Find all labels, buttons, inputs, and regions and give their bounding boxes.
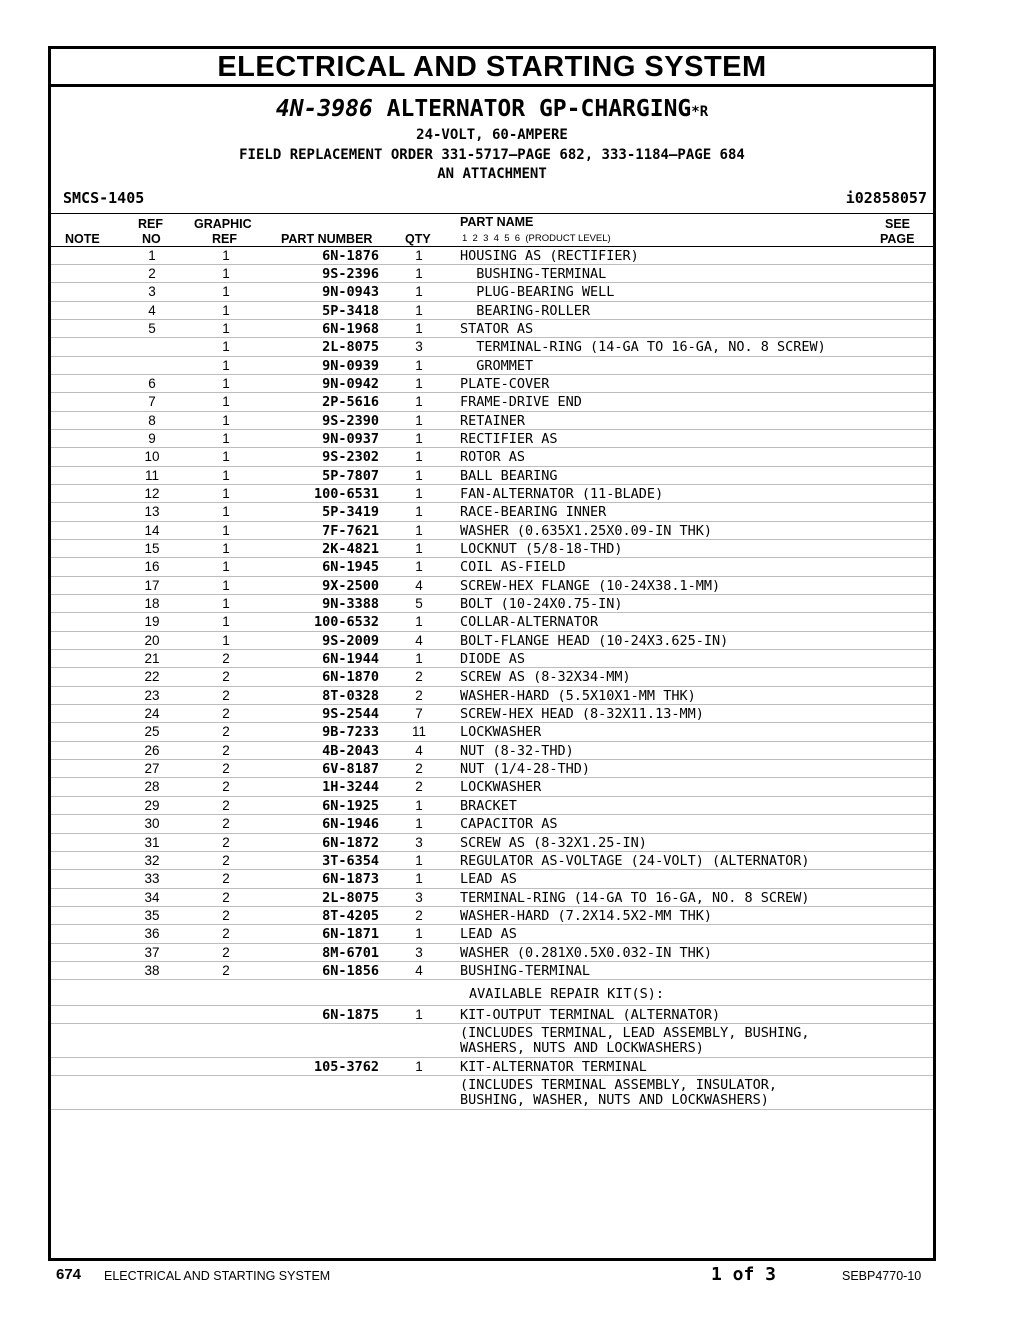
graphic-ref: 1: [222, 320, 230, 336]
ref-no: 6: [148, 375, 156, 391]
graphic-ref: 2: [222, 724, 230, 740]
part-name: RETAINER: [460, 412, 526, 429]
part-name: FRAME-DRIVE END: [460, 394, 582, 411]
quantity: 1: [415, 357, 423, 373]
table-row: [51, 375, 933, 393]
part-number: 9N-0937: [322, 430, 379, 447]
part-name: DIODE AS: [460, 651, 526, 668]
part-number: 9S-2544: [322, 706, 379, 723]
ref-no: 14: [144, 522, 160, 538]
repair-kits: [51, 980, 933, 1110]
part-number: 6N-1870: [322, 669, 379, 686]
table-row: [51, 613, 933, 631]
ref-no: 11: [144, 467, 159, 483]
part-name: SCREW-HEX FLANGE (10-24X38.1-MM): [460, 577, 721, 594]
table-row: [51, 485, 933, 503]
group-name: ALTERNATOR GP-CHARGING: [386, 96, 692, 122]
ref-no: 5: [148, 320, 156, 336]
ref-no: 23: [144, 687, 160, 703]
graphic-ref: 1: [222, 559, 230, 575]
part-number: 9S-2009: [322, 632, 379, 649]
part-number: 5P-3419: [322, 504, 379, 521]
part-name: LEAD AS: [460, 871, 517, 888]
quantity: 2: [415, 779, 423, 795]
quantity: 1: [415, 430, 423, 446]
part-name: LOCKNUT (5/8-18-THD): [460, 541, 623, 557]
part-name: SCREW-HEX HEAD (8-32X11.13-MM): [460, 706, 704, 723]
part-name: WASHER (0.281X0.5X0.032-IN THK): [460, 944, 712, 961]
part-name: BEARING-ROLLER: [460, 302, 591, 319]
part-number: 8M-6701: [322, 944, 379, 961]
kit-note-line: WASHERS, NUTS AND LOCKWASHERS): [460, 1040, 704, 1057]
part-name: WASHER-HARD (7.2X14.5X2-MM THK): [460, 907, 712, 924]
table-row: [51, 962, 933, 980]
quantity: 1: [415, 816, 423, 832]
table-row: [51, 393, 933, 411]
table-row: [51, 247, 933, 265]
part-name: HOUSING AS (RECTIFIER): [460, 247, 639, 264]
col-ref-no-1: REF: [138, 216, 163, 231]
table-row: [51, 577, 933, 595]
table-row: [51, 870, 933, 888]
group-part-number: 4N-3986: [275, 96, 373, 122]
part-name: CAPACITOR AS: [460, 816, 558, 833]
ref-no: 31: [144, 834, 160, 850]
quantity: 3: [415, 889, 423, 905]
table-row: [51, 467, 933, 485]
part-number: 100-6532: [313, 614, 379, 631]
page-footer: [0, 1266, 1020, 1288]
col-product-level: 1 2 3 4 5 6 (PRODUCT LEVEL): [462, 232, 611, 244]
quantity: 1: [415, 284, 423, 300]
part-number: 9N-0943: [322, 284, 379, 301]
kit-note-line: BUSHING, WASHER, NUTS AND LOCKWASHERS): [460, 1092, 769, 1109]
part-name: ROTOR AS: [460, 449, 526, 466]
table-row: [51, 558, 933, 576]
part-name: RACE-BEARING INNER: [460, 504, 607, 521]
part-name: BALL BEARING: [460, 467, 558, 484]
graphic-ref: 1: [222, 247, 230, 263]
graphic-ref: 1: [222, 614, 230, 630]
graphic-ref: 1: [222, 632, 230, 648]
quantity: 1: [415, 320, 423, 336]
table-row: [51, 723, 933, 741]
kit-note-row: [51, 1076, 933, 1110]
table-row: [51, 815, 933, 833]
table-row: [51, 705, 933, 723]
part-number: 6N-1873: [322, 871, 379, 888]
part-number: 100-6531: [313, 485, 379, 502]
part-number: 6N-1968: [322, 320, 379, 337]
ref-no: 35: [144, 907, 160, 923]
part-number: 9N-0939: [322, 357, 379, 374]
part-number: 6N-1876: [322, 247, 379, 264]
quantity: 1: [415, 614, 423, 630]
table-row: [51, 540, 933, 558]
part-number: 1H-3244: [322, 779, 379, 796]
table-row: [51, 889, 933, 907]
part-name: PLUG-BEARING WELL: [460, 284, 615, 301]
graphic-ref: 2: [222, 834, 230, 850]
part-number: 5P-7807: [322, 467, 379, 484]
part-name: BRACKET: [460, 797, 517, 814]
part-name: TERMINAL-RING (14-GA TO 16-GA, NO. 8 SCREW): [460, 889, 810, 906]
quantity: 1: [415, 302, 423, 318]
quantity: 1: [415, 651, 423, 667]
quantity: 2: [415, 761, 423, 777]
part-number: 6N-1945: [322, 559, 379, 576]
table-row: [51, 503, 933, 521]
kits-heading: AVAILABLE REPAIR KIT(S):: [469, 986, 665, 1003]
col-part-number: PART NUMBER: [281, 231, 373, 246]
table-row: [51, 338, 933, 356]
graphic-ref: 2: [222, 651, 230, 667]
table-row: [51, 595, 933, 613]
group-title: [51, 95, 933, 126]
group-header: [51, 87, 933, 185]
part-number: 2L-8075: [322, 339, 379, 356]
part-number: 8T-0328: [322, 687, 379, 704]
table-row: [51, 302, 933, 320]
ref-no: 10: [144, 449, 160, 465]
part-number: 6V-8187: [322, 761, 379, 778]
ref-no: 1: [148, 247, 156, 263]
part-number: 9N-3388: [322, 596, 379, 613]
table-row: [51, 797, 933, 815]
part-name: WASHER-HARD (5.5X10X1-MM THK): [460, 687, 696, 704]
smcs-line: [51, 185, 933, 214]
quantity: 1: [415, 467, 423, 483]
kit-note-line: (INCLUDES TERMINAL, LEAD ASSEMBLY, BUSHING,: [460, 1025, 810, 1042]
graphic-ref: 1: [222, 357, 230, 373]
kit-part-number: 105-3762: [313, 1059, 379, 1076]
ref-no: 28: [144, 779, 160, 795]
kit-note-line: (INCLUDES TERMINAL ASSEMBLY, INSULATOR,: [460, 1077, 777, 1094]
graphic-ref: 1: [222, 449, 230, 465]
part-name: NUT (1/4-28-THD): [460, 761, 591, 778]
quantity: 1: [415, 394, 423, 410]
graphic-ref: 2: [222, 687, 230, 703]
attachment-note: AN ATTACHMENT: [437, 166, 547, 182]
table-row: [51, 650, 933, 668]
part-name: STATOR AS: [460, 320, 534, 337]
part-name: LOCKWASHER: [460, 724, 542, 741]
table-row: [51, 357, 933, 375]
table-row: [51, 448, 933, 466]
table-row: [51, 742, 933, 760]
graphic-ref: 1: [222, 375, 230, 391]
col-qty: QTY: [405, 231, 431, 246]
sheet-counter: 1 of 3: [711, 1264, 777, 1285]
graphic-ref: 2: [222, 926, 230, 942]
col-see-page-1: SEE: [885, 216, 911, 231]
graphic-ref: 1: [222, 339, 230, 355]
graphic-ref: 2: [222, 889, 230, 905]
graphic-ref: 2: [222, 742, 230, 758]
table-row: [51, 925, 933, 943]
kit-name: KIT-OUTPUT TERMINAL (ALTERNATOR): [460, 1007, 721, 1024]
graphic-ref: 2: [222, 669, 230, 685]
col-note: NOTE: [65, 231, 100, 246]
kit-qty: 1: [415, 1059, 423, 1075]
kit-name: KIT-ALTERNATOR TERMINAL: [460, 1059, 647, 1076]
ref-no: 30: [144, 816, 160, 832]
table-row: [51, 834, 933, 852]
kits-heading-row: [51, 980, 933, 1006]
table-row: [51, 907, 933, 925]
graphic-ref: 1: [222, 467, 230, 483]
quantity: 11: [411, 724, 426, 740]
graphic-ref: 2: [222, 706, 230, 722]
col-ref-no-2: NO: [142, 231, 161, 246]
part-name: GROMMET: [460, 357, 534, 374]
quantity: 1: [415, 541, 423, 556]
part-name: BOLT (10-24X0.75-IN): [460, 596, 623, 613]
quantity: 2: [415, 687, 423, 703]
part-name: LOCKWASHER: [460, 779, 542, 796]
graphic-ref: 2: [222, 871, 230, 887]
part-number: 9B-7233: [322, 724, 379, 741]
table-row: [51, 632, 933, 650]
illustration-id: i02858057: [845, 188, 927, 207]
field-replacement-order: FIELD REPLACEMENT ORDER 331-5717—PAGE 682, 333-1184—PAGE 684: [239, 146, 745, 163]
graphic-ref: 2: [222, 962, 230, 978]
part-number: 6N-1944: [322, 651, 379, 668]
footer-section: ELECTRICAL AND STARTING SYSTEM: [104, 1269, 331, 1283]
part-number: 2K-4821: [322, 541, 379, 557]
part-name: NUT (8-32-THD): [460, 742, 574, 759]
graphic-ref: 1: [222, 577, 230, 593]
graphic-ref: 2: [222, 816, 230, 832]
kit-part-number: 6N-1875: [322, 1007, 379, 1024]
quantity: 1: [415, 504, 423, 520]
graphic-ref: 1: [222, 596, 230, 612]
part-name: COIL AS-FIELD: [460, 559, 566, 576]
part-number: 8T-4205: [322, 907, 379, 924]
kit-note-row: [51, 1024, 933, 1058]
table-header: [51, 214, 933, 247]
quantity: 1: [415, 247, 423, 263]
table-row: [51, 430, 933, 448]
document-id: SEBP4770-10: [842, 1269, 922, 1283]
ref-no: 20: [144, 632, 160, 648]
ref-no: 16: [144, 559, 160, 575]
quantity: 2: [415, 669, 423, 685]
part-number: 6N-1871: [322, 926, 379, 943]
part-name: BUSHING-TERMINAL: [460, 962, 591, 979]
ref-no: 17: [144, 577, 160, 593]
graphic-ref: 1: [222, 541, 230, 556]
quantity: 1: [415, 559, 423, 575]
graphic-ref: 2: [222, 779, 230, 795]
graphic-ref: 1: [222, 504, 230, 520]
quantity: 1: [415, 449, 423, 465]
part-number: 3T-6354: [322, 852, 379, 869]
table-row: [51, 522, 933, 540]
part-name: PLATE-COVER: [460, 375, 550, 392]
quantity: 3: [415, 834, 423, 850]
ref-no: 21: [144, 651, 160, 667]
part-number: 6N-1925: [322, 797, 379, 814]
ref-no: 25: [144, 724, 160, 740]
table-row: [51, 320, 933, 338]
quantity: 2: [415, 907, 423, 923]
col-graphic-ref-2: REF: [212, 231, 237, 246]
graphic-ref: 1: [222, 284, 230, 300]
ref-no: 19: [144, 614, 160, 630]
kit-row: [51, 1058, 933, 1076]
ref-no: 3: [148, 284, 156, 300]
graphic-ref: 2: [222, 944, 230, 960]
quantity: 1: [415, 375, 423, 391]
part-name: WASHER (0.635X1.25X0.09-IN THK): [460, 522, 712, 539]
quantity: 7: [415, 706, 423, 722]
page-number: 674: [56, 1266, 82, 1283]
ref-no: 18: [144, 596, 160, 612]
part-number: 6N-1872: [322, 834, 379, 851]
kit-qty: 1: [415, 1007, 423, 1023]
part-name: LEAD AS: [460, 926, 517, 943]
ref-no: 36: [144, 926, 160, 942]
table-row: [51, 283, 933, 301]
group-suffix: *R: [691, 104, 709, 120]
table-row: [51, 668, 933, 686]
part-name: FAN-ALTERNATOR (11-BLADE): [460, 485, 664, 502]
table-row: [51, 944, 933, 962]
part-name: REGULATOR AS-VOLTAGE (24-VOLT) (ALTERNATOR): [460, 852, 810, 869]
part-number: 4B-2043: [322, 742, 379, 759]
part-name: RECTIFIER AS: [460, 430, 558, 447]
graphic-ref: 1: [222, 302, 230, 318]
table-row: [51, 852, 933, 870]
quantity: 3: [415, 339, 423, 355]
parts-list-sheet: [48, 46, 936, 1261]
ref-no: 38: [144, 962, 160, 978]
quantity: 4: [415, 632, 423, 648]
smcs-code: SMCS-1405: [63, 188, 145, 207]
part-name: SCREW AS (8-32X1.25-IN): [460, 834, 647, 851]
part-name: BUSHING-TERMINAL: [460, 265, 607, 282]
ref-no: 27: [144, 761, 160, 777]
graphic-ref: 2: [222, 761, 230, 777]
ref-no: 12: [144, 485, 160, 501]
ref-no: 7: [148, 394, 156, 410]
quantity: 1: [415, 265, 423, 281]
quantity: 1: [415, 412, 423, 428]
quantity: 1: [415, 852, 423, 868]
part-number: 9N-0942: [322, 375, 379, 392]
col-see-page-2: PAGE: [880, 231, 915, 246]
part-number: 2P-5616: [322, 394, 379, 411]
col-graphic-ref-1: GRAPHIC: [194, 216, 252, 231]
part-name: COLLAR-ALTERNATOR: [460, 614, 599, 631]
ref-no: 15: [144, 541, 160, 556]
part-name: TERMINAL-RING (14-GA TO 16-GA, NO. 8 SCREW): [460, 339, 826, 356]
quantity: 1: [415, 926, 423, 942]
table-row: [51, 760, 933, 778]
ref-no: 9: [148, 430, 156, 446]
quantity: 1: [415, 797, 423, 813]
ref-no: 4: [148, 302, 156, 318]
quantity: 4: [415, 962, 423, 978]
ref-no: 24: [144, 706, 160, 722]
quantity: 1: [415, 522, 423, 538]
ref-no: 29: [144, 797, 160, 813]
part-number: 5P-3418: [322, 302, 379, 319]
graphic-ref: 1: [222, 265, 230, 281]
ref-no: 26: [144, 742, 160, 758]
part-number: 9X-2500: [322, 577, 379, 594]
parts-table-body: [51, 247, 933, 981]
graphic-ref: 1: [222, 485, 230, 501]
ref-no: 2: [148, 265, 156, 281]
section-title: ELECTRICAL AND STARTING SYSTEM: [51, 49, 933, 87]
part-number: 9S-2390: [322, 412, 379, 429]
part-number: 7F-7621: [322, 522, 379, 539]
graphic-ref: 2: [222, 852, 230, 868]
part-name: SCREW AS (8-32X34-MM): [460, 669, 631, 686]
table-row: [51, 265, 933, 283]
graphic-ref: 1: [222, 394, 230, 410]
quantity: 3: [415, 944, 423, 960]
quantity: 1: [415, 485, 423, 501]
group-rating: 24-VOLT, 60-AMPERE: [416, 127, 568, 143]
graphic-ref: 1: [222, 430, 230, 446]
graphic-ref: 1: [222, 412, 230, 428]
part-number: 9S-2396: [322, 265, 379, 282]
part-number: 6N-1856: [322, 962, 379, 979]
col-part-name: PART NAME: [460, 214, 534, 229]
quantity: 4: [415, 742, 423, 758]
part-number: 9S-2302: [322, 449, 379, 466]
ref-no: 33: [144, 871, 160, 887]
graphic-ref: 1: [222, 522, 230, 538]
table-row: [51, 687, 933, 705]
ref-no: 32: [144, 852, 160, 868]
ref-no: 34: [144, 889, 160, 905]
quantity: 4: [415, 577, 423, 593]
part-number: 6N-1946: [322, 816, 379, 833]
table-row: [51, 412, 933, 430]
part-name: BOLT-FLANGE HEAD (10-24X3.625-IN): [460, 632, 729, 649]
kit-row: [51, 1006, 933, 1024]
table-row: [51, 778, 933, 796]
quantity: 5: [415, 596, 423, 612]
ref-no: 22: [144, 669, 160, 685]
ref-no: 13: [144, 504, 160, 520]
ref-no: 37: [144, 944, 160, 960]
ref-no: 8: [148, 412, 156, 428]
graphic-ref: 2: [222, 797, 230, 813]
part-number: 2L-8075: [322, 889, 379, 906]
graphic-ref: 2: [222, 907, 230, 923]
quantity: 1: [415, 871, 423, 887]
